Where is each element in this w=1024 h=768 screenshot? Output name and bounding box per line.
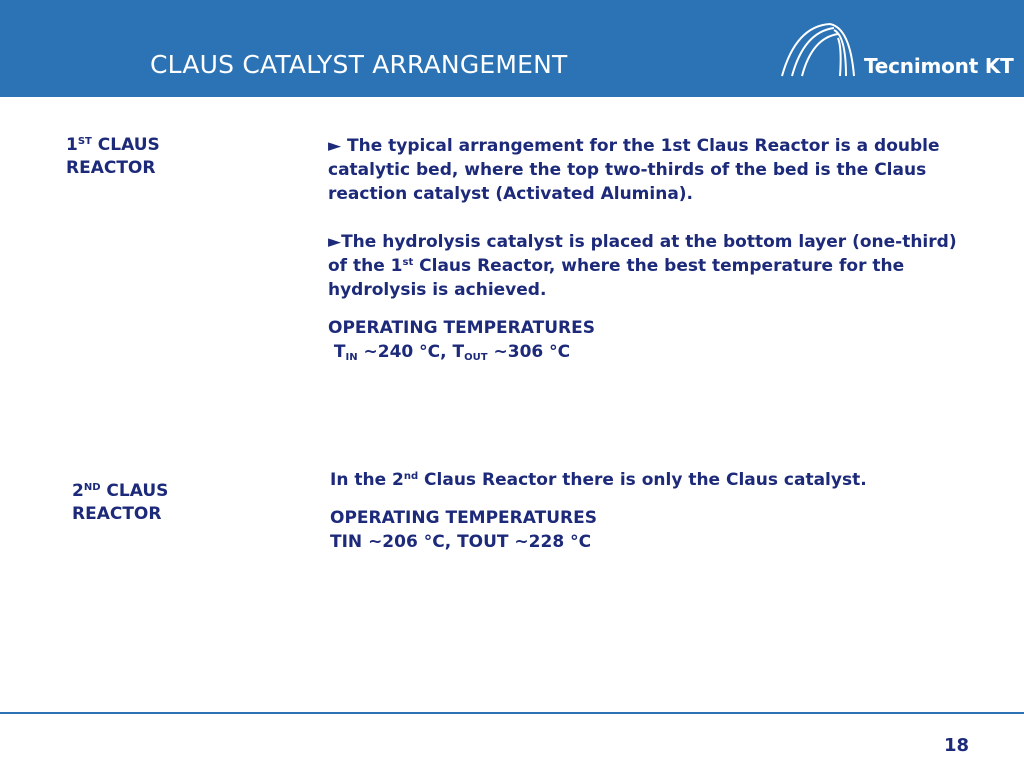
slide-title: CLAUS CATALYST ARRANGEMENT	[150, 50, 568, 79]
header-bar	[0, 0, 1024, 97]
section1-paragraph-1: ► The typical arrangement for the 1st Claus Reactor is a double catalytic bed, where the top two-thirds of the bed is the Claus reaction catalyst (Activated Alumina).	[328, 136, 940, 204]
footer-divider	[0, 712, 1024, 714]
section1-paragraph-2: ►The hydrolysis catalyst is placed at the bottom layer (one-third) of the 1st Claus Reactor, where the best temperature for the hydrolysis is achieved.	[328, 232, 957, 300]
page-number: 18	[944, 735, 970, 756]
section2-temperatures: TIN ~206 °C, TOUT ~228 °C	[330, 532, 592, 552]
section1-temperatures: $T_{IN}$ ~240 °C, $T_{OUT}$ ~306 °C	[328, 342, 571, 363]
arcs-logo-icon	[778, 18, 862, 82]
section2-body	[330, 468, 980, 554]
section1-op-heading: OPERATING TEMPERATURES	[328, 318, 595, 338]
section1-body	[328, 134, 978, 364]
section2-paragraph: In the 2nd Claus Reactor there is only the Claus catalyst.	[330, 470, 867, 490]
section-label-2nd-claus-reactor: 2ND CLAUS REACTOR	[72, 481, 169, 524]
section-label-1st-claus-reactor: 1ST CLAUS REACTOR	[66, 135, 160, 178]
logo-text: Tecnimont KT	[864, 54, 1014, 78]
section2-op-heading: OPERATING TEMPERATURES	[330, 508, 597, 528]
company-logo	[778, 18, 1018, 82]
